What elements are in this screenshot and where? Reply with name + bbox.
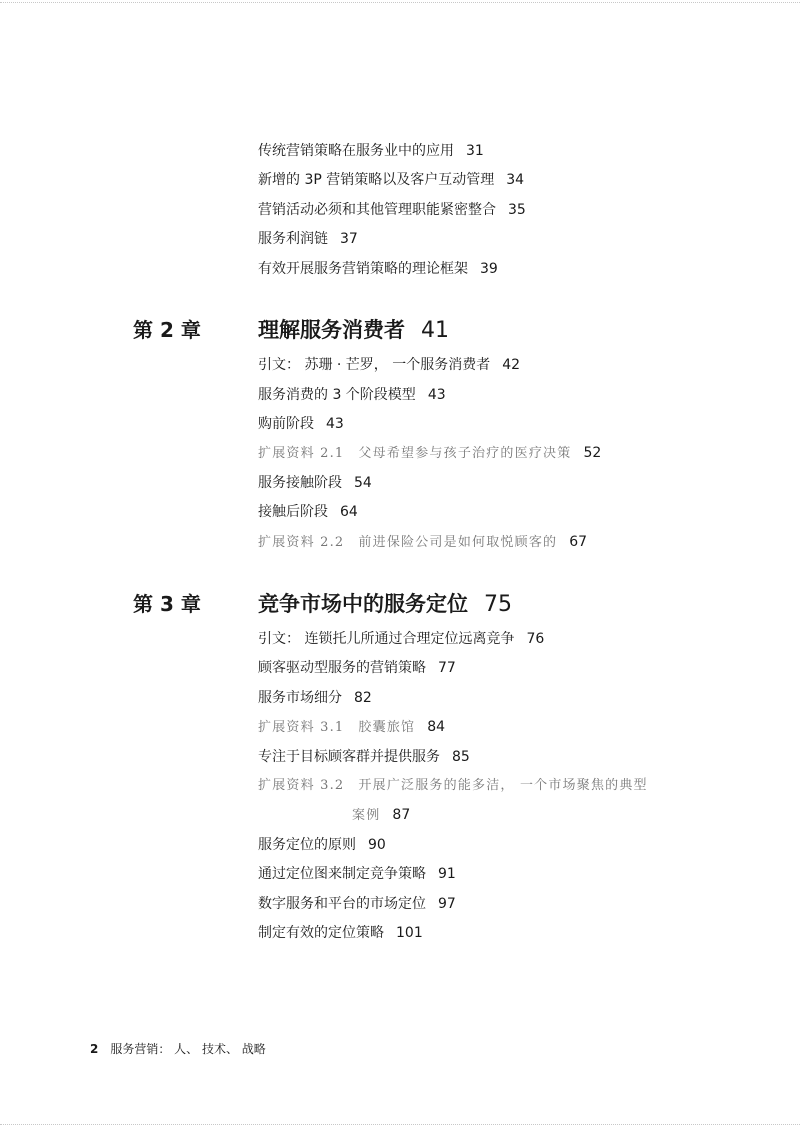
chapter-2-title: 理解服务消费者 [258,318,405,342]
entry-title: 胶囊旅馆 [358,720,416,735]
toc-entry[interactable] [258,142,484,160]
toc-entry[interactable] [258,924,423,942]
entry-title: 数字服务和平台的市场定位 [258,896,426,912]
page-number: 34 [506,172,525,188]
page-edge-top [0,2,800,3]
page-number: 43 [326,416,344,432]
toc-extension-entry[interactable] [258,777,648,795]
page-number: 82 [354,690,372,706]
page-number: 84 [427,719,446,735]
toc-entry[interactable] [258,356,520,374]
toc-entry[interactable] [258,474,372,492]
running-title: 服务营销： 人、 技术、 战略 [110,1042,266,1056]
page-number: 54 [354,475,372,491]
chapter-3-title: 竞争市场中的服务定位 [258,592,468,616]
page-edge-bottom [0,1124,800,1125]
toc-entry[interactable] [258,503,358,521]
entry-title: 服务接触阶段 [258,475,342,491]
chapter-2-heading[interactable] [258,317,449,344]
toc-extension-entry[interactable] [258,444,601,463]
entry-title: 制定有效的定位策略 [258,925,384,941]
page-number: 42 [502,357,521,373]
chapter-3-page: 75 [484,592,512,617]
toc-entry[interactable] [258,836,386,854]
entry-title: 购前阶段 [258,416,314,432]
page-number: 90 [368,837,386,853]
toc-entry[interactable] [258,415,344,433]
toc-entry[interactable] [258,201,526,219]
entry-title: 服务市场细分 [258,690,342,706]
entry-title: 服务利润链 [258,231,328,247]
page-number: 52 [583,445,602,461]
page-number: 87 [392,807,411,823]
entry-title: 有效开展服务营销策略的理论框架 [258,261,468,277]
entry-title: 营销活动必须和其他管理职能紧密整合 [258,202,496,218]
toc-entry[interactable] [258,659,456,677]
chapter-3-heading[interactable] [258,591,512,618]
chapter-2-label: 第 2 章 [133,318,201,342]
entry-title: 顾客驱动型服务的营销策略 [258,660,426,676]
page-number: 77 [438,660,456,676]
entry-title: 服务定位的原则 [258,837,356,853]
folio-number: 2 [90,1042,99,1056]
page-number: 101 [396,925,423,941]
toc-entry[interactable] [258,386,446,404]
entry-title: 通过定位图来制定竞争策略 [258,866,426,882]
entry-title: 前进保险公司是如何取悦顾客的 [358,535,558,550]
chapter-3-label: 第 3 章 [133,592,201,616]
entry-title: 新增的 3P 营销策略以及客户互动管理 [258,172,495,188]
entry-title: 传统营销策略在服务业中的应用 [258,143,454,159]
page-number: 91 [438,866,456,882]
entry-title: 服务消费的 3 个阶段模型 [258,387,416,403]
toc-entry[interactable] [258,230,358,248]
toc-entry[interactable] [258,895,456,913]
page-number: 39 [480,261,498,277]
entry-title-continuation: 案例 [352,808,381,823]
toc-entry[interactable] [258,689,372,707]
toc-entry[interactable] [258,865,456,883]
toc-extension-entry[interactable] [258,718,445,737]
extension-label: 扩展资料 3.1 [258,720,345,735]
page-number: 76 [526,631,545,647]
page-number: 67 [569,534,588,550]
toc-entry[interactable] [258,171,524,189]
chapter-2-page: 41 [421,318,449,343]
extension-label: 扩展资料 2.2 [258,535,345,550]
toc-entry[interactable] [258,260,498,278]
extension-label: 扩展资料 2.1 [258,446,345,461]
toc-entry[interactable] [258,748,470,766]
page-number: 43 [427,387,446,403]
page-number: 97 [438,896,456,912]
toc-entry[interactable] [258,630,544,648]
toc-extension-continuation[interactable] [352,806,410,825]
entry-title: 专注于目标顾客群并提供服务 [258,749,440,765]
entry-title: 开展广泛服务的能多洁， 一个市场聚焦的典型 [358,778,648,793]
entry-title: 引文： 苏珊 · 芒罗， 一个服务消费者 [258,357,491,373]
entry-title: 父母希望参与孩子治疗的医疗决策 [358,446,572,461]
page-number: 37 [340,231,358,247]
extension-label: 扩展资料 3.2 [258,778,345,793]
toc-extension-entry[interactable] [258,533,587,552]
entry-title: 引文： 连锁托儿所通过合理定位远离竞争 [258,631,515,647]
page-footer [90,1041,266,1057]
page-number: 35 [508,202,526,218]
page-number: 31 [466,143,484,159]
page-number: 64 [340,504,358,520]
page-number: 85 [452,749,470,765]
entry-title: 接触后阶段 [258,504,328,520]
